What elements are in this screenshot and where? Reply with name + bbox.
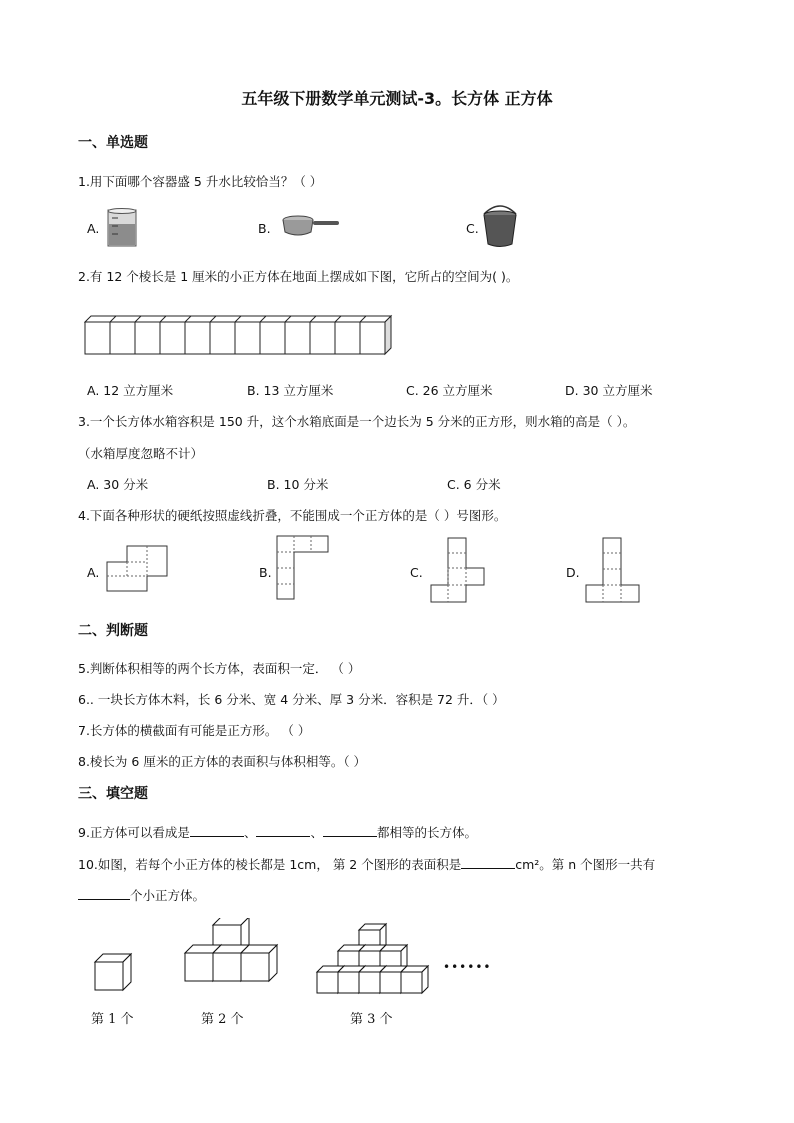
answer-blank[interactable]	[78, 887, 130, 900]
cube-divider	[335, 316, 341, 322]
ellipsis: ••••••	[443, 960, 492, 974]
cube-row-side	[385, 316, 391, 354]
question-3: 3.一个长方体水箱容积是 150 升，这个水箱底面是一个边长为 5 分米的正方形，则水箱的高是（ ）。	[78, 414, 636, 429]
q4-option-d[interactable]: D.	[566, 565, 580, 580]
q3-option-a[interactable]: A. 30 分米	[87, 477, 149, 492]
q2-option-b[interactable]: B. 13 立方厘米	[247, 383, 334, 398]
small-cube	[241, 945, 277, 981]
cube-divider	[135, 316, 141, 322]
question-9	[78, 823, 477, 841]
q3-option-c[interactable]: C. 6 分米	[447, 477, 501, 492]
q2-option-a[interactable]: A. 12 立方厘米	[87, 383, 174, 398]
question-8: 8.棱长为 6 厘米的正方体的表面积与体积相等。（ ）	[78, 754, 367, 769]
beaker-icon	[104, 206, 140, 248]
figure-label-3: 第 3 个	[350, 1012, 393, 1027]
cube-divider	[235, 316, 241, 322]
q4-option-a[interactable]: A.	[87, 565, 100, 580]
question-9-suffix: 都相等的长方体。	[376, 825, 477, 840]
q1-option-a[interactable]: A.	[87, 221, 100, 236]
question-5: 5.判断体积相等的两个长方体，表面积一定． （ ）	[78, 661, 361, 676]
cube-net-b-icon	[276, 535, 330, 601]
cube-stack-figure	[80, 918, 500, 998]
cube-divider	[185, 316, 191, 322]
answer-blank[interactable]	[461, 856, 515, 869]
q3-option-b[interactable]: B. 10 分米	[267, 477, 329, 492]
figure-label-1: 第 1 个	[91, 1012, 134, 1027]
cube-divider	[210, 316, 216, 322]
cube-net-c-icon	[430, 537, 486, 605]
page-title: 五年级下册数学单元测试-3。长方体 正方体	[241, 89, 553, 108]
cube-divider	[110, 316, 116, 322]
q1-option-c[interactable]: C.	[466, 221, 479, 236]
separator: 、	[310, 825, 323, 840]
section-heading-true-false: 二、判断题	[78, 623, 148, 639]
q4-option-b[interactable]: B.	[259, 565, 272, 580]
question-1: 1.用下面哪个容器盛 5 升水比较恰当？（ ）	[78, 174, 323, 189]
small-cube	[95, 954, 131, 990]
answer-blank[interactable]	[190, 824, 244, 837]
q2-option-c[interactable]: C. 26 立方厘米	[406, 383, 493, 398]
small-cube	[401, 966, 428, 993]
saucepan-icon	[280, 212, 342, 240]
cube-net-a-icon	[106, 545, 172, 593]
section-heading-fill-in: 三、填空题	[78, 786, 148, 802]
question-4: 4.下面各种形状的硬纸按照虚线折叠，不能围成一个正方体的是（ ）号图形。	[78, 508, 507, 523]
section-heading-single-choice: 一、单选题	[78, 135, 148, 151]
question-10-line-2	[78, 886, 205, 904]
question-10-suffix: 个小正方体。	[130, 888, 206, 903]
question-7: 7.长方体的横截面有可能是正方形。 （ ）	[78, 723, 311, 738]
question-10-prefix: 10.如图，若每个小正方体的棱长都是 1cm， 第 2 个图形的表面积是	[78, 857, 462, 872]
separator: 、	[243, 825, 257, 840]
cube-divider	[160, 316, 166, 322]
answer-blank[interactable]	[323, 824, 377, 837]
q1-option-b[interactable]: B.	[258, 221, 271, 236]
answer-blank[interactable]	[256, 824, 310, 837]
question-9-prefix: 9.正方体可以看成是	[78, 825, 190, 840]
cube-row-figure	[84, 308, 404, 356]
question-10-unit: cm²。第 n 个图形一共有	[515, 857, 656, 872]
q2-option-d[interactable]: D. 30 立方厘米	[565, 383, 653, 398]
question-2: 2.有 12 个棱长是 1 厘米的小正方体在地面上摆成如下图，它所占的空间为( )。	[78, 269, 519, 284]
question-3-note: （水箱厚度忽略不计）	[78, 446, 204, 461]
cube-divider	[285, 316, 291, 322]
bucket-icon	[480, 204, 520, 250]
question-10	[78, 855, 655, 873]
q4-option-c[interactable]: C.	[410, 565, 423, 580]
figure-label-2: 第 2 个	[201, 1012, 244, 1027]
cube-divider	[260, 316, 266, 322]
question-6: 6.. 一块长方体木料，长 6 分米、宽 4 分米、厚 3 分米．容积是 72 升．（ ）	[78, 692, 505, 707]
cube-divider	[310, 316, 316, 322]
cube-net-d-icon	[585, 537, 641, 605]
cube-divider	[360, 316, 366, 322]
